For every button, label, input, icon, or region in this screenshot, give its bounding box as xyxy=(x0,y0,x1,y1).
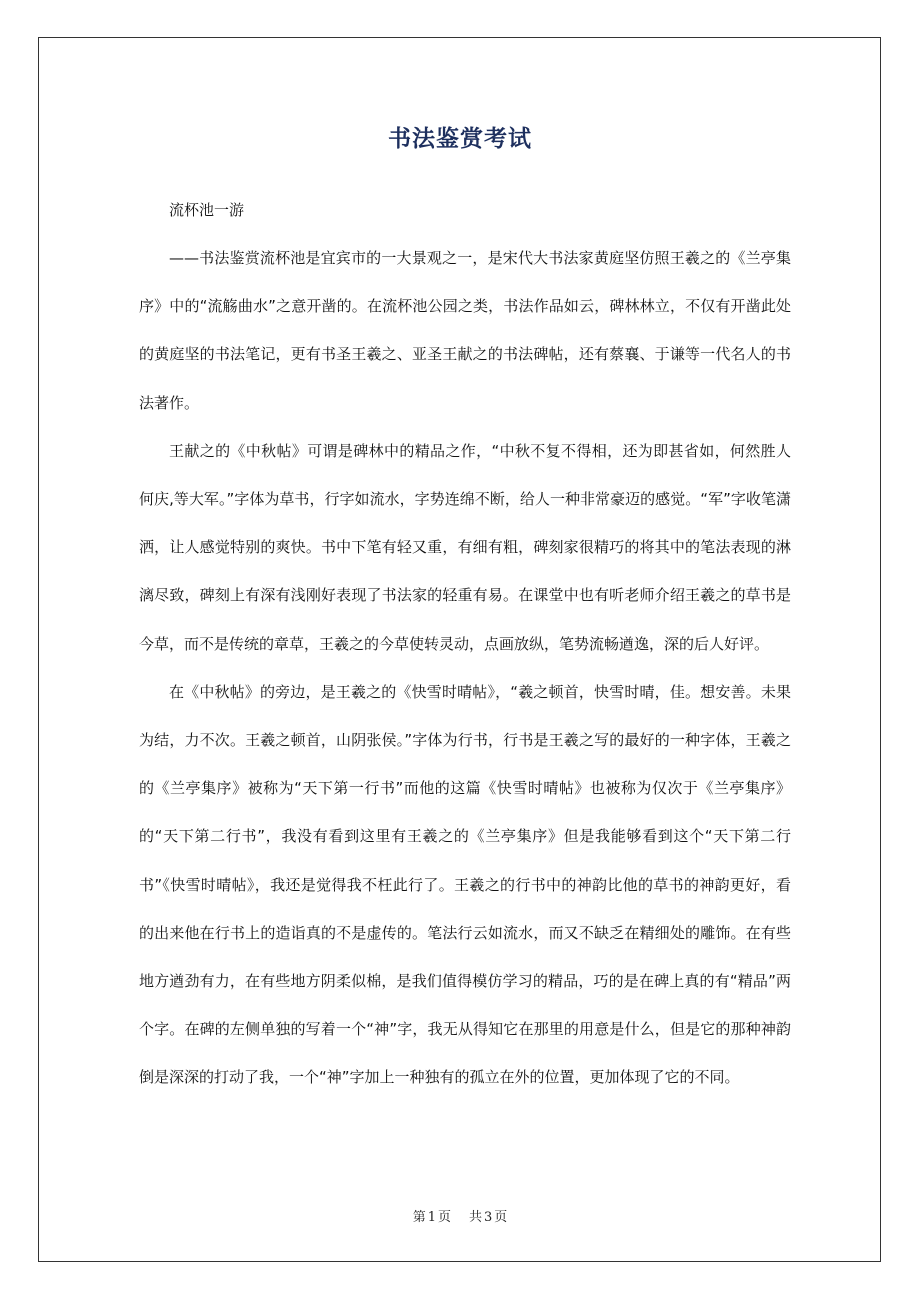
paragraph: ——书法鉴赏流杯池是宜宾市的一大景观之一，是宋代大书法家黄庭坚仿照王羲之的《兰亭集序》中的“流觞曲水”之意开凿的。在流杯池公园之类，书法作品如云，碑林林立，不仅有开凿此处的黄庭坚的书法笔记，更有书圣王羲之、亚圣王献之的书法碑帖，还有蔡襄、于谦等一代名人的书法著作。 xyxy=(139,249,791,412)
paragraph-subtitle: 流杯池一游 xyxy=(169,201,245,219)
total-pages-number: 3 xyxy=(484,1210,493,1225)
paragraph: 王献之的《中秋帖》可谓是碑林中的精品之作，“中秋不复不得相，还为即甚省如，何然胜人何庆,等大军。”字体为草书，行字如流水，字势连绵不断，给人一种非常豪迈的感觉。“军”字收笔潇洒，让人感觉特别的爽快。书中下笔有轻又重，有细有粗，碑刻家很精巧的将其中的笔法表现的淋漓尽致，碑刻上有深有浅刚好表现了书法家的轻重有易。在课堂中也有听老师介绍王羲之的草书是今草，而不是传统的章草，王羲之的今草使转灵动，点画放纵，笔势流畅遒逸，深的后人好评。 xyxy=(139,441,791,653)
document-body xyxy=(139,192,791,1102)
paragraph: 在《中秋帖》的旁边，是王羲之的《快雪时晴帖》，“羲之顿首，快雪时晴，佳。想安善。未果为结，力不次。王羲之顿首，山阴张侯。”字体为行书，行书是王羲之写的最好的一种字体，王羲之的《兰亭集序》被称为“天下第一行书”而他的这篇《快雪时晴帖》也被称为仅次于《兰亭集序》的“天下第二行书”，我没有看到这里有王羲之的《兰亭集序》但是我能够看到这个“天下第二行书”《快雪时晴帖》，我还是觉得我不枉此行了。王羲之的行书中的神韵比他的草书的神韵更好，看的出来他在行书上的造诣真的不是虚传的。笔法行云如流水，而又不缺乏在精细处的雕饰。在有些地方遒劲有力，在有些地方阴柔似棉，是我们值得模仿学习的精品，巧的是在碑上真的有“精品”两个字。在碑的左侧单独的写着一个“神”字，我无从得知它在那里的用意是什么，但是它的那种神韵倒是深深的打动了我，一个“神”字加上一种独有的孤立在外的位置，更加体现了它的不同。 xyxy=(139,682,791,1087)
current-page-number: 1 xyxy=(427,1210,436,1225)
page-label-prefix: 第 xyxy=(412,1210,426,1225)
page-label-suffix: 页 xyxy=(437,1210,451,1225)
page-footer xyxy=(0,1206,920,1225)
total-label-prefix: 共 xyxy=(469,1210,483,1225)
document-title: 书法鉴赏考试 xyxy=(388,126,532,152)
total-label-suffix: 页 xyxy=(494,1210,508,1225)
